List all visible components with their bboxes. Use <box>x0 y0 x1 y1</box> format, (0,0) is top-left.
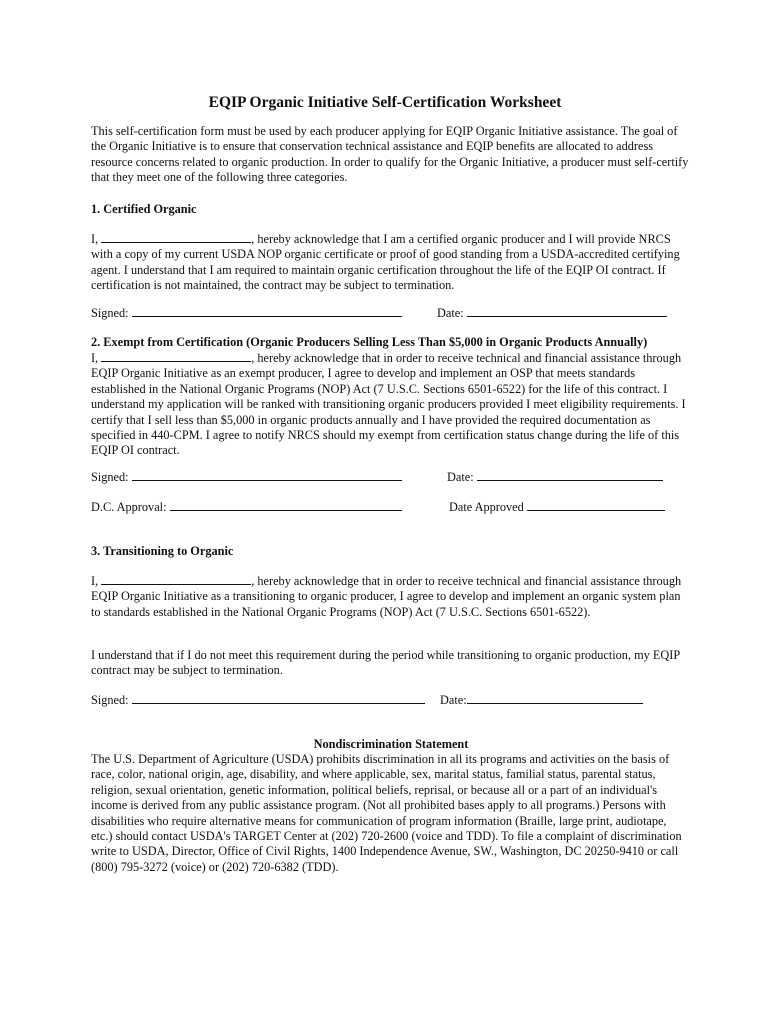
section1-paragraph <box>91 231 691 294</box>
section3-signed-label: Signed: <box>91 693 129 707</box>
section2-dc-approval-label: D.C. Approval: <box>91 500 167 514</box>
section3-note: I understand that if I do not meet this requirement during the period while transitioning to organic production, my EQIP contract may be subject to termination. <box>91 648 680 678</box>
section3-body: , hereby acknowledge that in order to receive technical and financial assistance through EQIP Organic Initiative as a transitioning to organic producer, I agree to develop and implement an organic system plan to standards established in the National Organic Programs (NOP) Act (7 U.S.C. Sections 6501-6522). <box>91 574 682 619</box>
section2-prefix: I, <box>91 351 99 365</box>
section2-heading: 2. Exempt from Certification (Organic Producers Selling Less Than $5,000 in Organic Products Annually) <box>91 335 648 349</box>
section1-signature-field[interactable] <box>132 305 402 317</box>
section2-dc-approval-row <box>91 499 402 515</box>
section2-date-approved-row <box>449 499 665 515</box>
section1-name-field[interactable] <box>101 231 251 243</box>
section1-signature-row <box>91 305 402 321</box>
section3-signature-row <box>91 692 425 708</box>
section2-date-row <box>447 469 663 485</box>
section3-prefix: I, <box>91 574 99 588</box>
section2-date-approved-field[interactable] <box>527 499 665 511</box>
page-title: EQIP Organic Initiative Self-Certification Worksheet <box>208 94 562 111</box>
section2-name-field[interactable] <box>101 350 251 362</box>
section3-paragraph <box>91 573 691 620</box>
intro-paragraph: This self-certification form must be used by each producer applying for EQIP Organic Initiative assistance. The goal of the Organic Initiative is to ensure that conservation technical assistance and EQIP benefits are allocated to address resource concerns related to organic production. In order to qualify for the Organic Initiative, a producer must self-certify that they meet one of the following three categories. <box>91 124 689 185</box>
section2-signature-field[interactable] <box>132 469 402 481</box>
section1-heading: 1. Certified Organic <box>91 202 197 216</box>
section3-name-field[interactable] <box>101 573 251 585</box>
section1-date-field[interactable] <box>467 305 667 317</box>
section1-date-row <box>437 305 667 321</box>
section1-signed-label: Signed: <box>91 306 129 320</box>
section1-prefix: I, <box>91 232 99 246</box>
nondiscrimination-heading: Nondiscrimination Statement <box>313 737 469 751</box>
section2-date-approved-label: Date Approved <box>449 500 524 514</box>
section2-dc-approval-field[interactable] <box>170 499 402 511</box>
section1-body: , hereby acknowledge that I am a certified organic producer and I will provide NRCS with a copy of my current USDA NOP organic certificate or proof of good standing from a USDA-accredited certifying agent. I understand that I am required to maintain organic certification throughout the life of the EQIP OI contract. If certification is not maintained, the contract may be subject to termination. <box>91 232 680 293</box>
section3-date-row <box>440 692 643 708</box>
section2-date-field[interactable] <box>477 469 663 481</box>
section1-date-label: Date: <box>437 306 464 320</box>
section3-heading: 3. Transitioning to Organic <box>91 544 234 558</box>
section2-signature-row <box>91 469 402 485</box>
section2-body: , hereby acknowledge that in order to receive technical and financial assistance through EQIP Organic Initiative as an exempt producer, I agree to develop and implement an OSP that meets standards established in the National Organic Programs (NOP) Act (7 U.S.C. Sections 6501-6522) for the life of this contract. I understand my application will be ranked with transitioning organic producers provided I meet eligibility requirements. I certify that I sell less than $5,000 in organic products annually and I have provided the required documentation as specified in 440-CPM. I agree to notify NRCS should my exempt from certification status change during the life of this EQIP OI contract. <box>91 351 686 458</box>
section3-date-field[interactable] <box>467 692 643 704</box>
section3-date-label: Date: <box>440 693 467 707</box>
nondiscrimination-body: The U.S. Department of Agriculture (USDA) prohibits discrimination in all its programs and activities on the basis of race, color, national origin, age, disability, and where applicable, sex, marital status, familial status, parental status, religion, sexual orientation, genetic information, political beliefs, reprisal, or because all or a part of an individual's income is derived from any public assistance program. (Not all prohibited bases apply to all programs.) Persons with disabilities who require alternative means for communication of program information (Braille, large print, audiotape, etc.) should contact USDA's TARGET Center at (202) 720-2600 (voice and TDD). To file a complaint of discrimination write to USDA, Director, Office of Civil Rights, 1400 Independence Avenue, SW., Washington, DC 20250-9410 or call (800) 795-3272 (voice) or (202) 720-6382 (TDD). <box>91 752 682 874</box>
section2-date-label: Date: <box>447 470 474 484</box>
section3-signature-field[interactable] <box>132 692 425 704</box>
section2-paragraph <box>91 350 691 459</box>
section2-signed-label: Signed: <box>91 470 129 484</box>
